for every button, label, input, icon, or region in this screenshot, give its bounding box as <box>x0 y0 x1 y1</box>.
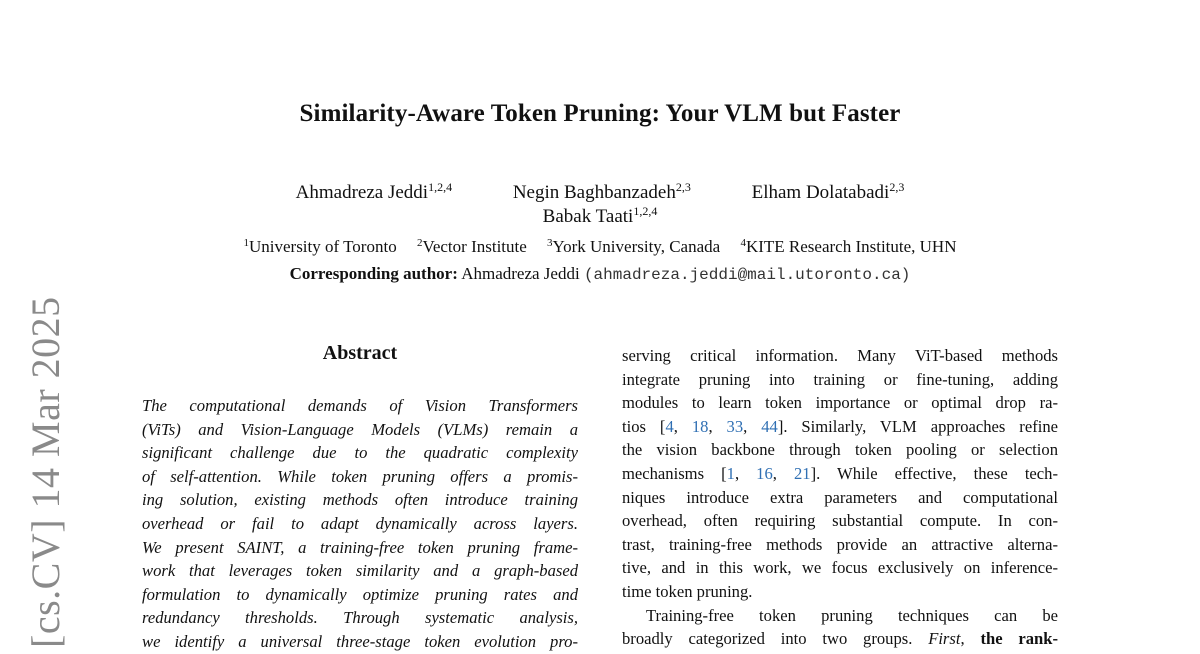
author-row <box>0 180 1200 204</box>
citation-link[interactable]: 16 <box>756 463 773 483</box>
citation-link[interactable]: 4 <box>665 416 674 436</box>
corresponding-name: Ahmadreza Jeddi <box>461 264 580 283</box>
abstract-line: formulation to dynamically optimize pruning rates and <box>142 584 578 604</box>
affiliation-name: KITE Research Institute, UHN <box>745 237 957 256</box>
author-name: Ahmadreza Jeddi <box>295 182 429 203</box>
body-line: modules to learn token importance or optimal drop ra- <box>622 393 1058 413</box>
author-name: Babak Taati <box>542 206 634 227</box>
body-text-segment: tios [ <box>622 416 666 436</box>
body-line <box>622 627 1058 651</box>
body-line: Training-free token pruning techniques can be <box>646 605 1058 625</box>
abstract-text <box>142 394 578 654</box>
affiliation-number: 1 <box>243 237 249 249</box>
abstract-heading: Abstract <box>322 342 398 364</box>
author-name: Elham Dolatabadi <box>751 182 890 203</box>
body-line: tios [4, 18, 33, 44]. Similarly, VLM approaches refine <box>622 416 1058 436</box>
affiliation-name: Vector Institute <box>422 237 527 256</box>
affiliation-number: 2 <box>416 237 423 249</box>
citation-link[interactable]: 1 <box>726 463 735 483</box>
citation-link[interactable]: 33 <box>726 416 744 436</box>
abstract-line: we identify a universal three-stage token evolution pro- <box>142 631 578 651</box>
abstract-line: of self-attention. While token pruning offers a promis- <box>142 466 578 486</box>
body-line: serving critical information. Many ViT-based methods <box>622 346 1058 365</box>
corresponding-author <box>0 264 1200 284</box>
body-text-segment: mechanisms [ <box>622 463 727 483</box>
affiliation <box>547 237 720 257</box>
affiliation-number: 3 <box>547 237 553 249</box>
body-line: niques introduce extra parameters and computational <box>622 487 1058 507</box>
body-line: overhead, often requiring substantial compute. In con- <box>622 511 1058 531</box>
author-row <box>0 204 1200 228</box>
author <box>543 204 658 228</box>
abstract-line: The computational demands of Vision Transformers <box>142 396 578 415</box>
abstract-line: overhead or fail to adapt dynamically across layers. <box>142 513 578 533</box>
abstract-line: work that leverages token similarity and a graph-based <box>142 561 578 581</box>
body-line: time token pruning. <box>622 581 753 601</box>
abstract-line: significant challenge due to the quadratic complexity <box>142 443 578 463</box>
body-line: tive, and in this work, we focus exclusively on inference- <box>622 558 1058 578</box>
author <box>296 180 452 204</box>
author-affil-marker: 1,2,4 <box>428 180 453 194</box>
author <box>513 180 691 204</box>
body-bold: the rank- <box>980 629 1059 649</box>
body-text <box>622 344 1058 651</box>
body-text-segment: ]. Similarly, VLM approaches refine <box>777 416 1058 436</box>
body-text-segment: ]. While effective, these tech- <box>810 463 1058 483</box>
corresponding-email-link[interactable]: (ahmadreza.jeddi@mail.utoronto.ca) <box>583 266 911 284</box>
author-affil-marker: 2,3 <box>889 180 905 194</box>
arxiv-stamp: [cs.CV] 14 Mar 2025 <box>23 296 68 648</box>
affiliation-name: York University, Canada <box>552 237 721 256</box>
abstract-line: redundancy thresholds. Through systematic analysis, <box>142 608 578 628</box>
citation-link[interactable]: 44 <box>761 416 778 436</box>
abstract-line: (ViTs) and Vision-Language Models (VLMs) remain a <box>142 419 578 439</box>
affiliation <box>740 237 956 257</box>
abstract-line: ing solution, existing methods often introduce training <box>142 490 578 510</box>
body-text-segment: broadly categorized into two groups. <box>622 629 913 649</box>
affiliations <box>0 237 1200 257</box>
paper-title: Similarity-Aware Token Pruning: Your VLM but Faster <box>299 100 901 127</box>
body-line: the vision backbone through token pooling or selection <box>622 440 1058 460</box>
corresponding-label: Corresponding author: <box>289 264 458 283</box>
affiliation <box>417 237 527 257</box>
body-line: integrate pruning into training or fine-tuning, adding <box>622 369 1058 389</box>
affiliation-name: University of Toronto <box>248 237 397 256</box>
citation-link[interactable]: 21 <box>794 463 811 483</box>
author-affil-marker: 2,3 <box>675 180 691 194</box>
body-text-segment: , <box>960 629 965 649</box>
body-line: mechanisms [1, 16, 21]. While effective, these tech- <box>622 463 1058 483</box>
author <box>752 180 905 204</box>
body-line: trast, training-free methods provide an attractive alterna- <box>622 534 1058 554</box>
body-emphasis: First <box>928 629 961 649</box>
affiliation-number: 4 <box>740 237 746 249</box>
author-affil-marker: 1,2,4 <box>633 204 658 218</box>
abstract-line: We present SAINT, a training-free token pruning frame- <box>142 537 578 557</box>
citation-link[interactable]: 18 <box>691 416 709 436</box>
author-name: Negin Baghbanzadeh <box>512 182 676 203</box>
affiliation <box>243 237 396 257</box>
